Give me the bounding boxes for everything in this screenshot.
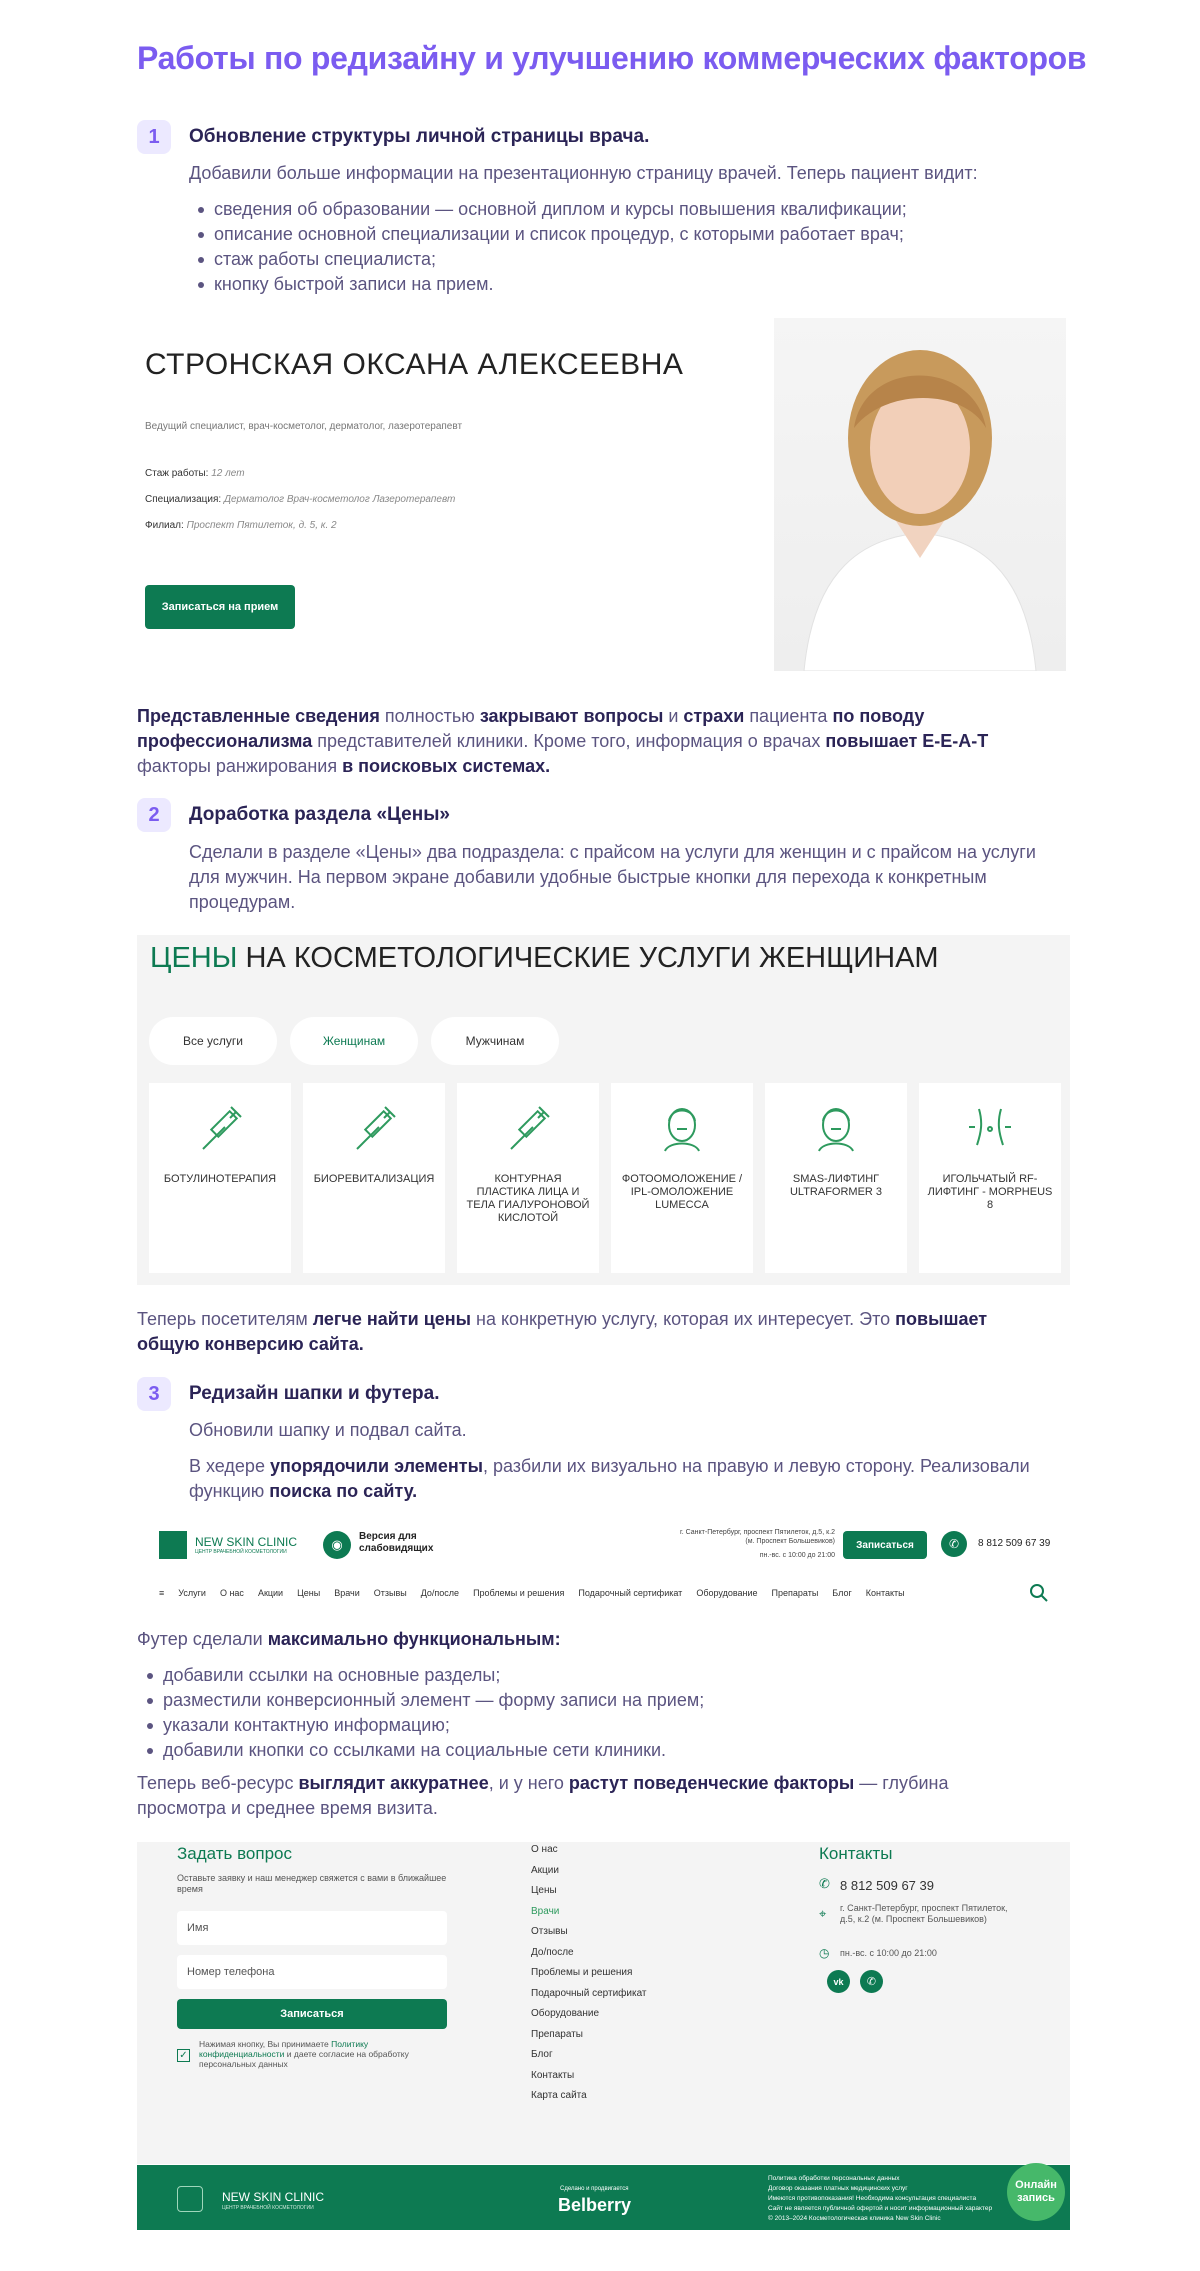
logo-name: NEW SKIN CLINIC bbox=[195, 1535, 298, 1549]
form-submit-button[interactable]: Записаться bbox=[177, 1999, 447, 2029]
step-number-2: 2 bbox=[137, 798, 171, 832]
footer-link[interactable]: Блог bbox=[531, 2049, 553, 2060]
header-hours: пн.-вс. с 10:00 до 21:00 bbox=[759, 1552, 835, 1559]
logo-subtitle: ЦЕНТР ВРАЧЕБНОЙ КОСМЕТОЛОГИИ bbox=[195, 1549, 287, 1555]
nav-item[interactable]: Подарочный сертификат bbox=[578, 1588, 683, 1598]
footer-link[interactable]: До/после bbox=[531, 1946, 574, 1958]
list-item: разместили конверсионный элемент — форму записи на прием; bbox=[143, 1688, 704, 1713]
whatsapp-icon[interactable]: ✆ bbox=[860, 1970, 883, 1993]
experience-row bbox=[145, 468, 245, 479]
doctor-position: Ведущий специалист, врач-косметолог, дерматолог, лазеротерапевт bbox=[145, 421, 463, 432]
header-screenshot bbox=[137, 1520, 1070, 1610]
accessibility-version-link[interactable]: Версия для слабовидящих bbox=[359, 1531, 434, 1554]
step-number-1: 1 bbox=[137, 120, 171, 154]
service-card-label: ФОТООМОЛОЖЕНИЕ / IPL-ОМОЛОЖЕНИЕ LUMECCA bbox=[621, 1173, 743, 1211]
service-card-label: SMAS-ЛИФТИНГ ULTRAFORMER 3 bbox=[789, 1173, 883, 1198]
specialization-row bbox=[145, 494, 455, 505]
nav-item[interactable]: Акции bbox=[257, 1588, 284, 1598]
tab-all-services[interactable]: Все услуги bbox=[149, 1017, 277, 1065]
emphasis: повышает E-E-A-T bbox=[825, 731, 989, 751]
book-appointment-button[interactable]: Записаться на прием bbox=[145, 585, 295, 629]
legal-link: Имеются противопоказания! Необходима консультация специалиста bbox=[768, 2195, 977, 2202]
footer-link[interactable]: Отзывы bbox=[531, 1926, 568, 1937]
service-card[interactable] bbox=[457, 1083, 599, 1273]
legal-link[interactable]: Договор оказания платных медицинских услуг bbox=[768, 2185, 908, 2192]
text: Нажимая кнопку, Вы принимаете bbox=[199, 2039, 332, 2049]
header-address: г. Санкт-Петербург, проспект Пятилеток, д.5, к.2 (м. Проспект Большевиков) bbox=[680, 1529, 835, 1545]
prices-result-paragraph bbox=[137, 1307, 1037, 1357]
emphasis: страхи bbox=[683, 706, 745, 726]
emphasis: повышает общую конверсию сайта. bbox=[137, 1309, 988, 1354]
nav-item[interactable]: До/после bbox=[420, 1588, 460, 1598]
section-3-title: Редизайн шапки и футера. bbox=[189, 1383, 440, 1404]
doctor-info-paragraph bbox=[137, 704, 1037, 779]
phone-field[interactable]: Номер телефона bbox=[177, 1955, 447, 1989]
branch-value: Проспект Пятилеток, д. 5, к. 2 bbox=[186, 520, 337, 531]
header-phone[interactable]: 8 812 509 67 39 bbox=[978, 1538, 1051, 1549]
agency-logo[interactable]: Belberry bbox=[558, 2195, 632, 2215]
footer-link[interactable]: Акции bbox=[531, 1864, 559, 1876]
list-item: указали контактную информацию; bbox=[143, 1713, 704, 1738]
footer-link[interactable]: О нас bbox=[531, 1844, 558, 1855]
nav-item[interactable]: Отзывы bbox=[373, 1588, 407, 1598]
text: , разбили их визуально на правую и левую сторону. Реализовали функцию bbox=[189, 1456, 1030, 1501]
list-item: добавили кнопки со ссылками на социальные сети клиники. bbox=[143, 1738, 704, 1763]
footer-link[interactable]: Цены bbox=[531, 1885, 557, 1896]
text: В хедере bbox=[189, 1456, 270, 1476]
consent-text bbox=[199, 2039, 439, 2069]
name-field[interactable]: Имя bbox=[177, 1911, 447, 1945]
footer-bullets bbox=[143, 1663, 704, 1763]
doctor-name: СТРОНСКАЯ ОКСАНА АЛЕКСЕЕВНА bbox=[145, 348, 684, 381]
logo-icon bbox=[159, 1531, 187, 1559]
list-item: стаж работы специалиста; bbox=[194, 247, 907, 272]
list-item: описание основной специализации и список процедур, с которыми работает врач; bbox=[194, 222, 907, 247]
emphasis: закрывают вопросы bbox=[479, 706, 664, 726]
emphasis: растут поведенческие факторы bbox=[568, 1773, 855, 1793]
tab-women[interactable]: Женщинам bbox=[290, 1017, 418, 1065]
phone-icon: ✆ bbox=[819, 1876, 830, 1891]
nav-item[interactable]: Препараты bbox=[771, 1588, 819, 1598]
vk-icon[interactable]: vk bbox=[827, 1970, 850, 1993]
nav-item[interactable]: Блог bbox=[832, 1588, 852, 1598]
text: полностью bbox=[379, 706, 480, 726]
footer-intro bbox=[137, 1627, 561, 1652]
footer-links bbox=[531, 1844, 647, 2111]
section-2-text: Сделали в разделе «Цены» два подраздела: с прайсом на услуги для женщин и с прайсом на услуги для мужчин. На первом экране добавили удобные быстрые кнопки для перехода к конкретным процедурам. bbox=[189, 842, 1036, 912]
step-number-3: 3 bbox=[137, 1377, 171, 1411]
footer-link[interactable]: Карта сайта bbox=[531, 2090, 587, 2101]
syringe-icon bbox=[195, 1101, 245, 1157]
text: факторы ранжирования bbox=[137, 756, 343, 776]
section-1-intro: Добавили больше информации на презентационную страницу врачей. Теперь пациент видит: bbox=[189, 163, 978, 183]
section-1-title: Обновление структуры личной страницы врача. bbox=[189, 126, 650, 147]
nav-item[interactable]: Услуги bbox=[178, 1588, 206, 1598]
service-card[interactable] bbox=[611, 1083, 753, 1273]
text: и bbox=[663, 706, 684, 726]
emphasis: поиска по сайту. bbox=[269, 1481, 418, 1501]
body-icon bbox=[965, 1101, 1015, 1157]
menu-icon[interactable]: ≡ bbox=[159, 1588, 165, 1598]
footer-link[interactable]: Контакты bbox=[531, 2069, 575, 2081]
emphasis: в поисковых системах. bbox=[342, 756, 551, 776]
consent-checkbox[interactable]: ✓ bbox=[177, 2049, 190, 2062]
nav-item[interactable]: Контакты bbox=[865, 1588, 905, 1598]
service-card[interactable] bbox=[303, 1083, 445, 1273]
footer-address: г. Санкт-Петербург, проспект Пятилеток, д.5, к.2 (м. Проспект Большевиков) bbox=[840, 1903, 1008, 1924]
text: Футер сделали bbox=[137, 1629, 268, 1649]
experience-value: 12 лет bbox=[211, 468, 245, 479]
page-title: Работы по редизайну и улучшению коммерческих факторов bbox=[137, 40, 1087, 76]
text: Теперь веб-ресурс bbox=[137, 1773, 299, 1793]
footer-link[interactable]: Оборудование bbox=[531, 2008, 600, 2019]
location-icon: ⌖ bbox=[819, 1906, 827, 1921]
footer-logo-subtitle: ЦЕНТР ВРАЧЕБНОЙ КОСМЕТОЛОГИИ bbox=[222, 2205, 314, 2211]
section-3-text-2 bbox=[189, 1454, 1069, 1504]
privacy-policy-link[interactable]: Политику конфиденциальности bbox=[199, 2039, 369, 2059]
footer-link[interactable]: Подарочный сертификат bbox=[531, 1987, 647, 1999]
footer-logo-name: NEW SKIN CLINIC bbox=[222, 2190, 325, 2204]
whatsapp-icon[interactable]: ✆ bbox=[941, 1531, 967, 1557]
doctor-portrait-icon bbox=[774, 318, 1066, 671]
section-2-title: Доработка раздела «Цены» bbox=[189, 804, 450, 825]
prices-title-accent: ЦЕНЫ bbox=[150, 942, 238, 974]
legal-link: Сайт не является публичной офертой и носит информационный характер bbox=[768, 2205, 993, 2212]
copyright: © 2013–2024 Косметологическая клиника New Skin Clinic bbox=[768, 2215, 941, 2222]
face-icon bbox=[657, 1101, 707, 1157]
emphasis: по поводу профессионализма bbox=[137, 706, 925, 751]
service-card-label: ИГОЛЬЧАТЫЙ RF-ЛИФТИНГ - MORPHEUS 8 bbox=[927, 1173, 1053, 1211]
search-icon[interactable] bbox=[1029, 1583, 1049, 1603]
clock-icon: ◷ bbox=[819, 1946, 830, 1960]
footer-hours: пн.-вс. с 10:00 до 21:00 bbox=[840, 1948, 937, 1958]
list-item: сведения об образовании — основной диплом и курсы повышения квалификации; bbox=[194, 197, 907, 222]
nav-item[interactable]: О нас bbox=[219, 1588, 244, 1598]
online-booking-button[interactable]: Онлайн запись bbox=[1007, 2163, 1065, 2221]
nav-item[interactable]: Проблемы и решения bbox=[473, 1588, 565, 1598]
footer-phone[interactable]: 8 812 509 67 39 bbox=[840, 1878, 934, 1893]
footer-link[interactable]: Препараты bbox=[531, 2028, 583, 2040]
nav-item[interactable]: Врачи bbox=[334, 1588, 360, 1598]
header-nav bbox=[159, 1588, 919, 1598]
text: и даете согласие на обработку персональных данных bbox=[199, 2049, 409, 2069]
footer-outro bbox=[137, 1771, 1017, 1821]
syringe-icon bbox=[503, 1101, 553, 1157]
text: на конкретную услугу, которая их интересует. Это bbox=[471, 1309, 896, 1329]
form-subtitle: Оставьте заявку и наш менеджер свяжется с вами в ближайшее время bbox=[177, 1873, 447, 1894]
section-1-bullets bbox=[194, 197, 907, 297]
prices-title-rest: НА КОСМЕТОЛОГИЧЕСКИЕ УСЛУГИ ЖЕНЩИНАМ bbox=[237, 942, 939, 974]
ask-question-title: Задать вопрос bbox=[177, 1844, 292, 1863]
text: , и у него bbox=[488, 1773, 569, 1793]
doctor-photo bbox=[774, 318, 1066, 671]
nav-item[interactable]: Цены bbox=[297, 1588, 321, 1598]
emphasis: выглядит аккуратнее bbox=[298, 1773, 489, 1793]
face-icon bbox=[811, 1101, 861, 1157]
footer-link[interactable]: Врачи bbox=[531, 1905, 560, 1917]
text: пациента bbox=[744, 706, 833, 726]
emphasis: максимально функциональным: bbox=[267, 1629, 561, 1649]
emphasis: упорядочили элементы bbox=[269, 1456, 483, 1476]
service-card[interactable] bbox=[765, 1083, 907, 1273]
text: Теперь посетителям bbox=[137, 1309, 313, 1329]
text: — глубина просмотра и среднее время визита. bbox=[137, 1773, 949, 1818]
list-item: добавили ссылки на основные разделы; bbox=[143, 1663, 704, 1688]
service-card[interactable] bbox=[149, 1083, 291, 1273]
emphasis: легче найти цены bbox=[312, 1309, 472, 1329]
eye-icon[interactable]: ◉ bbox=[323, 1531, 351, 1559]
branch-row bbox=[145, 520, 337, 531]
specialization-value: Дерматолог Врач-косметолог Лазеротерапевт bbox=[223, 494, 456, 505]
syringe-icon bbox=[349, 1101, 399, 1157]
section-3-text-1: Обновили шапку и подвал сайта. bbox=[189, 1420, 467, 1440]
header-signup-button[interactable]: Записаться bbox=[843, 1531, 927, 1559]
prices-title bbox=[150, 942, 939, 975]
text: представителей клиники. Кроме того, информация о врачах bbox=[312, 731, 826, 751]
service-card-label: БОТУЛИНОТЕРАПИЯ bbox=[163, 1173, 277, 1185]
nav-item[interactable]: Оборудование bbox=[696, 1588, 758, 1598]
service-card[interactable] bbox=[919, 1083, 1061, 1273]
specialization-label: Специализация: bbox=[145, 494, 222, 505]
footer-logo-icon bbox=[177, 2186, 203, 2212]
tab-men[interactable]: Мужчинам bbox=[431, 1017, 559, 1065]
made-by-text: Сделано и продвигается bbox=[560, 2186, 629, 2192]
legal-links bbox=[768, 2174, 992, 2224]
footer-link[interactable]: Проблемы и решения bbox=[531, 1967, 633, 1978]
contacts-title: Контакты bbox=[819, 1844, 893, 1863]
experience-label: Стаж работы: bbox=[145, 468, 209, 479]
emphasis: Представленные сведения bbox=[137, 706, 380, 726]
service-card-label: КОНТУРНАЯ ПЛАСТИКА ЛИЦА И ТЕЛА ГИАЛУРОНОВОЙ КИСЛОТОЙ bbox=[466, 1173, 590, 1224]
branch-label: Филиал: bbox=[145, 520, 184, 531]
legal-link[interactable]: Политика обработки персональных данных bbox=[768, 2175, 900, 2182]
service-card-label: БИОРЕВИТАЛИЗАЦИЯ bbox=[313, 1173, 435, 1185]
list-item: кнопку быстрой записи на прием. bbox=[194, 272, 907, 297]
